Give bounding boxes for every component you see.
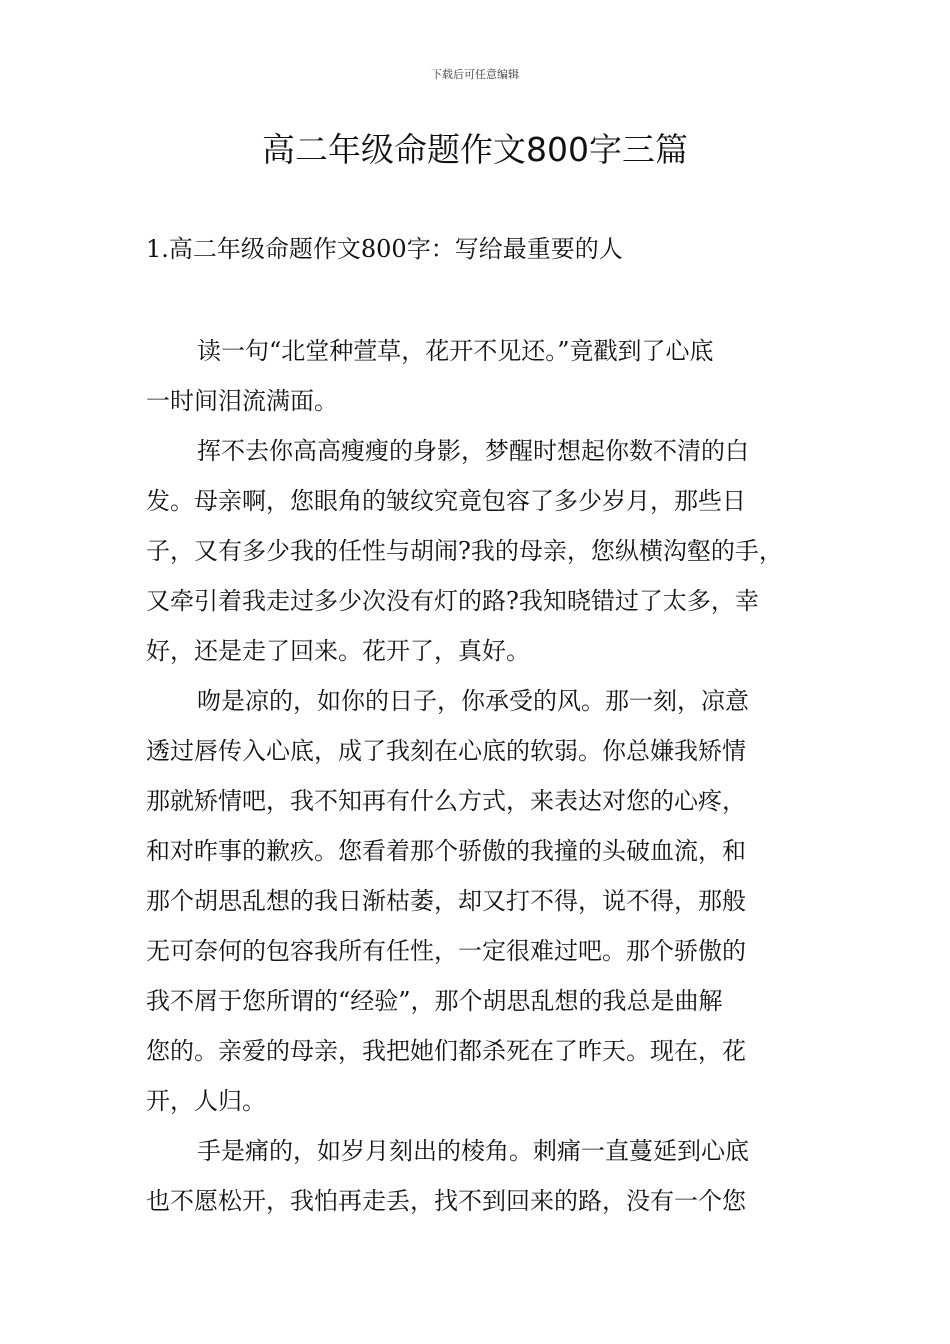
body-line: 我不屑于您所谓的“经验”，那个胡思乱想的我总是曲解 [146, 987, 723, 1015]
body-line: 子，又有多少我的任性与胡闹?我的母亲，您纵横沟壑的手， [146, 537, 783, 565]
page-title: 高二年级命题作文800字三篇 [262, 130, 688, 169]
body-line: 您的。亲爱的母亲，我把她们都杀死在了昨天。现在，花 [146, 1037, 746, 1065]
body-line: 那就矫情吧，我不知再有什么方式，来表达对您的心疼， [146, 787, 746, 815]
body-line: 也不愿松开，我怕再走丢，找不到回来的路，没有一个您 [146, 1187, 746, 1215]
body-line: 发。母亲啊，您眼角的皱纹究竟包容了多少岁月，那些日 [146, 487, 746, 515]
body-line: 又牵引着我走过多少次没有灯的路?我知晓错过了太多，幸 [146, 587, 759, 615]
body-line: 挥不去你高高瘦瘦的身影，梦醒时想起你数不清的白 [197, 437, 749, 465]
body-line: 开，人归。 [146, 1087, 266, 1115]
section-heading: 1.高二年级命题作文800字：写给最重要的人 [146, 235, 623, 263]
body-line: 好，还是走了回来。花开了，真好。 [146, 637, 530, 665]
body-line: 读一句“北堂种萱草，花开不见还。”竟戳到了心底 [197, 337, 714, 365]
body-line: 那个胡思乱想的我日渐枯萎，却又打不得，说不得，那般 [146, 887, 746, 915]
body-line: 手是痛的，如岁月刻出的棱角。刺痛一直蔓延到心底 [197, 1137, 749, 1165]
body-line: 吻是凉的，如你的日子，你承受的风。那一刻，凉意 [197, 687, 749, 715]
body-line: 无可奈何的包容我所有任性，一定很难过吧。那个骄傲的 [146, 937, 746, 965]
header-note: 下载后可任意编辑 [431, 68, 519, 81]
body-line: 透过唇传入心底，成了我刻在心底的软弱。你总嫌我矫情 [146, 737, 746, 765]
body-line: 一时间泪流满面。 [146, 387, 338, 415]
body-line: 和对昨事的歉疚。您看着那个骄傲的我撞的头破血流，和 [146, 837, 746, 865]
essay-body [146, 326, 806, 1226]
